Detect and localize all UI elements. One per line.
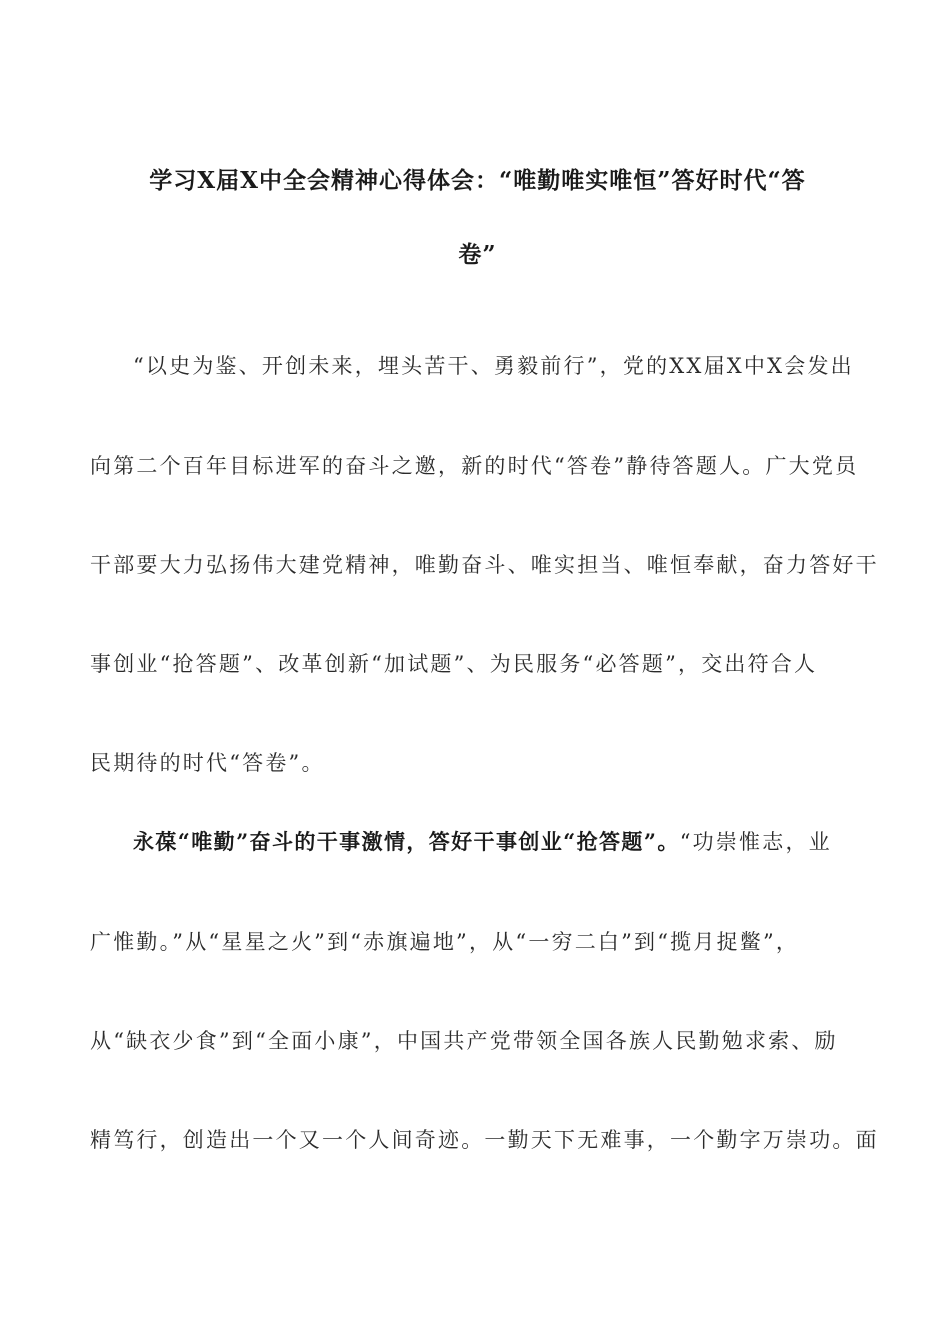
paragraph-2-heading: 永葆“唯勤”奋斗的干事激情，答好干事创业“抢答题”。 [133,829,680,854]
paragraph-2-line-3: 从“缺衣少食”到“全面小康”，中国共产党带领全国各族人民勤勉求索、励 [90,1029,838,1053]
paragraph-1-line-2: 向第二个百年目标进军的奋斗之邀，新的时代“答卷”静待答题人。广大党员 [90,454,859,478]
document-title-line-2: 卷” [458,241,497,268]
paragraph-1-line-5: 民期待的时代“答卷”。 [90,751,325,775]
paragraph-2-line-4: 精笃行，创造出一个又一个人间奇迹。一勤天下无难事，一个勤字万崇功。面 [90,1128,879,1152]
paragraph-1-line-3: 干部要大力弘扬伟大建党精神，唯勤奋斗、唯实担当、唯恒奉献，奋力答好干 [90,553,879,577]
document-title-line-1: 学习X届X中全会精神心得体会：“唯勤唯实唯恒”答好时代“答 [149,167,806,194]
paragraph-1-line-4: 事创业“抢答题”、改革创新“加试题”、为民服务“必答题”，交出符合人 [90,652,818,676]
paragraph-2-line-1 [133,828,878,856]
paragraph-2-line-2: 广惟勤。”从“星星之火”到“赤旗遍地”，从“一穷二白”到“揽月捉鳖”， [90,930,800,954]
paragraph-1-line-1: “以史为鉴、开创未来，埋头苦干、勇毅前行”，党的XX届X中X会发出 [133,354,854,378]
paragraph-2-line-1-rest: “功崇惟志，业 [679,830,832,854]
